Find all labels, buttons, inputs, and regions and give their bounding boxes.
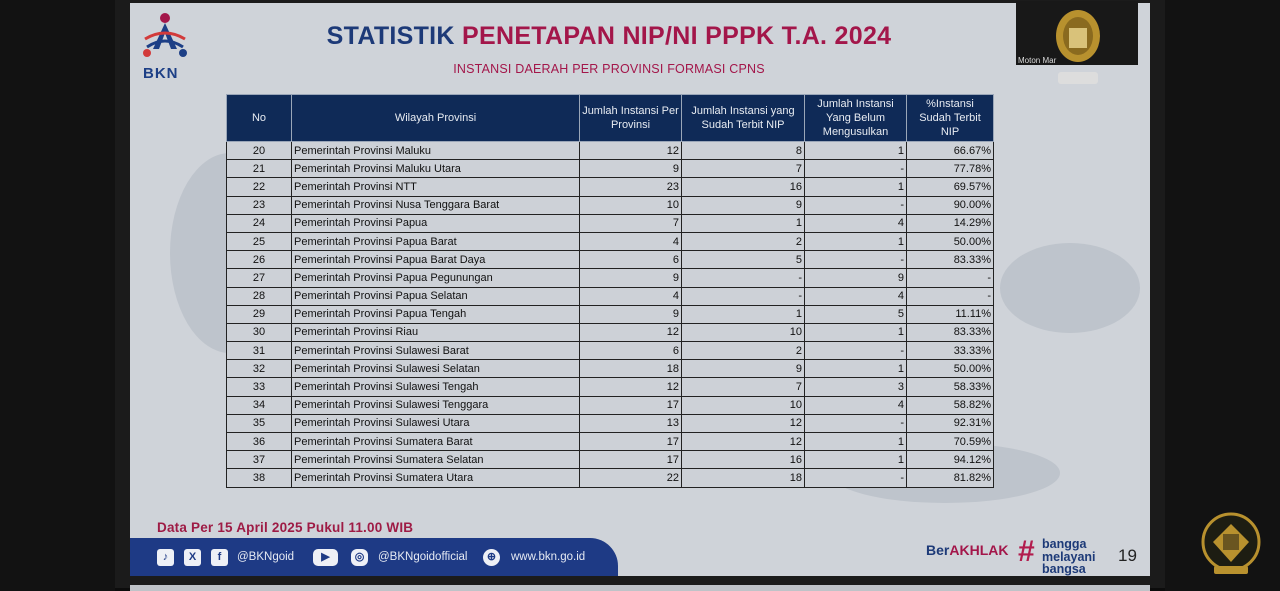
row-province: Pemerintah Provinsi Sulawesi Tengah xyxy=(292,378,580,396)
header-terbit-nip: Jumlah Instansi yang Sudah Terbit NIP xyxy=(682,95,805,142)
row-terbit-nip: 18 xyxy=(682,469,805,487)
row-total-instansi: 17 xyxy=(580,451,682,469)
row-terbit-nip: 9 xyxy=(682,196,805,214)
row-percent-terbit: 58.82% xyxy=(907,396,994,414)
table-row xyxy=(227,214,994,232)
globe-icon: ⊕ xyxy=(483,549,500,566)
row-total-instansi: 9 xyxy=(580,269,682,287)
row-belum-mengusulkan: 1 xyxy=(805,323,907,341)
slide-bottom-edge xyxy=(130,585,1150,591)
row-no: 20 xyxy=(227,142,292,160)
row-no: 32 xyxy=(227,360,292,378)
row-no: 25 xyxy=(227,232,292,250)
row-province: Pemerintah Provinsi Sulawesi Utara xyxy=(292,414,580,432)
participant-name: Moton Mar xyxy=(1018,56,1057,65)
row-no: 29 xyxy=(227,305,292,323)
dpr-emblem-icon xyxy=(1198,512,1264,576)
header-belum-mengusulkan: Jumlah Instansi Yang Belum Mengusulkan xyxy=(805,95,907,142)
slide-title xyxy=(130,22,1088,51)
row-terbit-nip: 5 xyxy=(682,251,805,269)
row-no: 35 xyxy=(227,414,292,432)
social-footer-bar xyxy=(130,538,618,576)
table-row xyxy=(227,269,994,287)
table-row xyxy=(227,287,994,305)
row-no: 27 xyxy=(227,269,292,287)
row-province: Pemerintah Provinsi Papua xyxy=(292,214,580,232)
slide-page-number: 19 xyxy=(1118,546,1137,565)
row-percent-terbit: 11.11% xyxy=(907,305,994,323)
row-total-instansi: 12 xyxy=(580,142,682,160)
row-no: 21 xyxy=(227,160,292,178)
row-terbit-nip: 16 xyxy=(682,178,805,196)
header-percent-terbit: %Instansi Sudah Terbit NIP xyxy=(907,95,994,142)
berakhlak-logo: BerAKHLAK xyxy=(926,542,1009,558)
row-percent-terbit: 14.29% xyxy=(907,214,994,232)
row-belum-mengusulkan: 5 xyxy=(805,305,907,323)
row-percent-terbit: 92.31% xyxy=(907,414,994,432)
row-belum-mengusulkan: 4 xyxy=(805,396,907,414)
row-total-instansi: 12 xyxy=(580,378,682,396)
statistics-table xyxy=(226,94,994,488)
row-terbit-nip: 2 xyxy=(682,232,805,250)
row-terbit-nip: 1 xyxy=(682,305,805,323)
row-total-instansi: 9 xyxy=(580,160,682,178)
table-row xyxy=(227,196,994,214)
bangga-melayani-bangsa-logo: bangga melayani bangsa xyxy=(1042,537,1096,576)
table-row xyxy=(227,323,994,341)
row-total-instansi: 18 xyxy=(580,360,682,378)
header-total-instansi: Jumlah Instansi Per Provinsi xyxy=(580,95,682,142)
table-row xyxy=(227,178,994,196)
row-percent-terbit: 33.33% xyxy=(907,342,994,360)
left-letterbox xyxy=(0,0,115,591)
row-no: 30 xyxy=(227,323,292,341)
row-percent-terbit: 83.33% xyxy=(907,251,994,269)
row-total-instansi: 23 xyxy=(580,178,682,196)
table-row xyxy=(227,378,994,396)
row-belum-mengusulkan: 4 xyxy=(805,214,907,232)
row-belum-mengusulkan: 1 xyxy=(805,360,907,378)
row-no: 23 xyxy=(227,196,292,214)
row-belum-mengusulkan: 4 xyxy=(805,287,907,305)
row-total-instansi: 13 xyxy=(580,414,682,432)
row-no: 24 xyxy=(227,214,292,232)
row-province: Pemerintah Provinsi Maluku Utara xyxy=(292,160,580,178)
row-terbit-nip: 2 xyxy=(682,342,805,360)
row-terbit-nip: - xyxy=(682,287,805,305)
row-percent-terbit: 70.59% xyxy=(907,433,994,451)
table-row xyxy=(227,305,994,323)
row-province: Pemerintah Provinsi Papua Tengah xyxy=(292,305,580,323)
presentation-slide xyxy=(115,0,1165,588)
row-terbit-nip: 7 xyxy=(682,378,805,396)
row-province: Pemerintah Provinsi Sulawesi Tenggara xyxy=(292,396,580,414)
table-row xyxy=(227,251,994,269)
row-total-instansi: 17 xyxy=(580,396,682,414)
row-province: Pemerintah Provinsi Papua Barat Daya xyxy=(292,251,580,269)
row-terbit-nip: 7 xyxy=(682,160,805,178)
row-percent-terbit: 50.00% xyxy=(907,360,994,378)
table-row xyxy=(227,342,994,360)
row-province: Pemerintah Provinsi Sulawesi Barat xyxy=(292,342,580,360)
row-no: 38 xyxy=(227,469,292,487)
row-no: 36 xyxy=(227,433,292,451)
row-province: Pemerintah Provinsi Papua Selatan xyxy=(292,287,580,305)
youtube-icon: ▶ xyxy=(313,549,338,566)
row-belum-mengusulkan: - xyxy=(805,469,907,487)
row-terbit-nip: - xyxy=(682,269,805,287)
table-row xyxy=(227,469,994,487)
row-percent-terbit: 83.33% xyxy=(907,323,994,341)
table-row xyxy=(227,451,994,469)
row-percent-terbit: 66.67% xyxy=(907,142,994,160)
row-terbit-nip: 1 xyxy=(682,214,805,232)
row-percent-terbit: 50.00% xyxy=(907,232,994,250)
table-row xyxy=(227,160,994,178)
tiktok-icon: ♪ xyxy=(157,549,174,566)
table-header-row xyxy=(227,95,994,142)
row-terbit-nip: 10 xyxy=(682,323,805,341)
row-province: Pemerintah Provinsi Nusa Tenggara Barat xyxy=(292,196,580,214)
row-percent-terbit: 94.12% xyxy=(907,451,994,469)
row-province: Pemerintah Provinsi Maluku xyxy=(292,142,580,160)
row-total-instansi: 4 xyxy=(580,287,682,305)
website-url: www.bkn.go.id xyxy=(511,551,586,563)
row-province: Pemerintah Provinsi Sulawesi Selatan xyxy=(292,360,580,378)
social-handle-1: @BKNgoid xyxy=(237,551,295,563)
row-no: 31 xyxy=(227,342,292,360)
table-row xyxy=(227,360,994,378)
row-province: Pemerintah Provinsi Papua Barat xyxy=(292,232,580,250)
row-province: Pemerintah Provinsi Sumatera Utara xyxy=(292,469,580,487)
row-no: 34 xyxy=(227,396,292,414)
row-belum-mengusulkan: - xyxy=(805,251,907,269)
hashtag-symbol: # xyxy=(1018,535,1035,568)
row-belum-mengusulkan: 1 xyxy=(805,232,907,250)
row-belum-mengusulkan: 1 xyxy=(805,142,907,160)
row-belum-mengusulkan: 3 xyxy=(805,378,907,396)
data-date-note: Data Per 15 April 2025 Pukul 11.00 WIB xyxy=(157,520,414,535)
row-belum-mengusulkan: 1 xyxy=(805,451,907,469)
row-terbit-nip: 12 xyxy=(682,433,805,451)
row-percent-terbit: 58.33% xyxy=(907,378,994,396)
row-total-instansi: 12 xyxy=(580,323,682,341)
slide-canvas xyxy=(130,3,1150,576)
row-terbit-nip: 16 xyxy=(682,451,805,469)
row-belum-mengusulkan: 9 xyxy=(805,269,907,287)
row-province: Pemerintah Provinsi Papua Pegunungan xyxy=(292,269,580,287)
row-terbit-nip: 10 xyxy=(682,396,805,414)
table-row xyxy=(227,142,994,160)
row-province: Pemerintah Provinsi Sumatera Barat xyxy=(292,433,580,451)
header-province: Wilayah Provinsi xyxy=(292,95,580,142)
row-percent-terbit: - xyxy=(907,287,994,305)
row-total-instansi: 9 xyxy=(580,305,682,323)
row-belum-mengusulkan: - xyxy=(805,160,907,178)
garuda-emblem-icon xyxy=(1052,6,1104,90)
instagram-icon: ◎ xyxy=(351,549,368,566)
row-total-instansi: 4 xyxy=(580,232,682,250)
row-no: 26 xyxy=(227,251,292,269)
header-no: No xyxy=(227,95,292,142)
right-letterbox xyxy=(1165,0,1280,591)
row-percent-terbit: 81.82% xyxy=(907,469,994,487)
row-terbit-nip: 8 xyxy=(682,142,805,160)
table-row xyxy=(227,396,994,414)
slide-subtitle: INSTANSI DAERAH PER PROVINSI FORMASI CPNS xyxy=(453,62,765,76)
table-row xyxy=(227,414,994,432)
row-percent-terbit: - xyxy=(907,269,994,287)
row-belum-mengusulkan: 1 xyxy=(805,433,907,451)
row-total-instansi: 6 xyxy=(580,251,682,269)
row-terbit-nip: 12 xyxy=(682,414,805,432)
row-belum-mengusulkan: 1 xyxy=(805,178,907,196)
row-percent-terbit: 77.78% xyxy=(907,160,994,178)
row-total-instansi: 6 xyxy=(580,342,682,360)
row-no: 28 xyxy=(227,287,292,305)
row-no: 37 xyxy=(227,451,292,469)
row-total-instansi: 17 xyxy=(580,433,682,451)
row-total-instansi: 22 xyxy=(580,469,682,487)
row-belum-mengusulkan: - xyxy=(805,414,907,432)
facebook-icon: f xyxy=(211,549,228,566)
title-prefix: STATISTIK xyxy=(326,22,463,50)
row-province: Pemerintah Provinsi Riau xyxy=(292,323,580,341)
row-no: 33 xyxy=(227,378,292,396)
title-highlight: PENETAPAN NIP/NI PPPK T.A. 2024 xyxy=(462,22,892,50)
row-percent-terbit: 69.57% xyxy=(907,178,994,196)
row-province: Pemerintah Provinsi NTT xyxy=(292,178,580,196)
map-island-shape xyxy=(1000,243,1140,333)
social-handle-2: @BKNgoidofficial xyxy=(378,551,468,563)
row-total-instansi: 10 xyxy=(580,196,682,214)
bkn-logo-text: BKN xyxy=(143,65,179,82)
row-total-instansi: 7 xyxy=(580,214,682,232)
x-twitter-icon: X xyxy=(184,549,201,566)
table-row xyxy=(227,232,994,250)
row-no: 22 xyxy=(227,178,292,196)
row-percent-terbit: 90.00% xyxy=(907,196,994,214)
row-belum-mengusulkan: - xyxy=(805,342,907,360)
table-row xyxy=(227,433,994,451)
row-province: Pemerintah Provinsi Sumatera Selatan xyxy=(292,451,580,469)
row-belum-mengusulkan: - xyxy=(805,196,907,214)
row-terbit-nip: 9 xyxy=(682,360,805,378)
